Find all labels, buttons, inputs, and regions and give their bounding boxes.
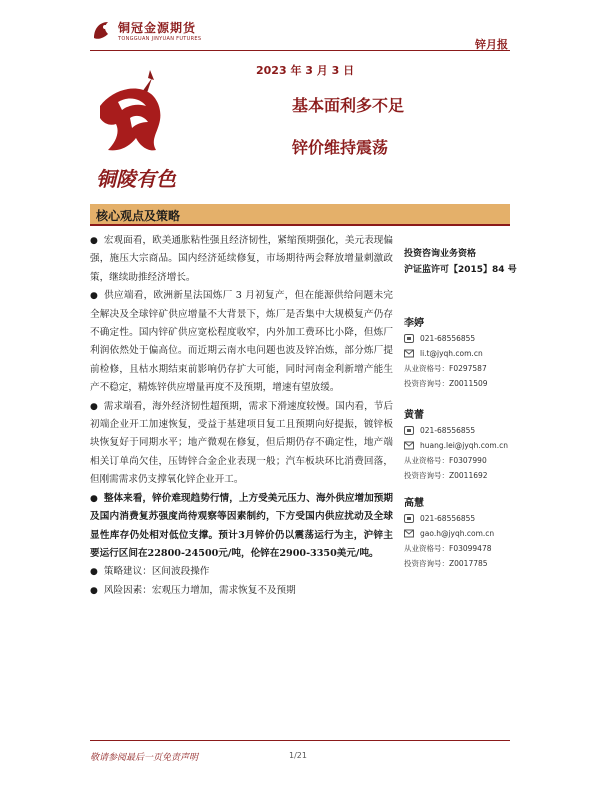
bullet-text: 需求端看，海外经济韧性超预期，需求下滑速度较慢。国内看，节后初端企业开工加速恢复，受益于基建项目复工且预期向好提振，镀锌板块恢复好于同期水平；地产微观在修复，但后期仍存不确定性，地产端相关订单尚欠佳，压铸锌合金企业表现一般；汽车板块环比消费回落，但刚需需求仍支撑氧化锌企业开工。 — [90, 400, 394, 486]
list-item — [90, 490, 393, 564]
analyst-email[interactable]: huang.lei@jyqh.com.cn — [420, 441, 508, 450]
bullet-text: 风险因素：宏观压力增加，需求恢复不及预期 — [103, 584, 296, 596]
list-item — [90, 563, 393, 581]
analyst-name: 黄蕾 — [404, 410, 424, 421]
analyst-practice-no: 从业资格号：F03099478 — [404, 544, 492, 553]
analyst-name: 高慧 — [404, 498, 424, 509]
company-name-cn: 铜冠金源期货 — [118, 20, 197, 35]
analyst-card — [404, 494, 494, 571]
analyst-advisory-no: 投资咨询号：Z0011692 — [404, 471, 488, 480]
analyst-sidebar — [404, 246, 520, 568]
analyst-practice-no: 从业资格号：F0307990 — [404, 456, 487, 465]
emblem-text: 铜陵有色 — [96, 167, 176, 191]
report-title-line2: 锌价维持震荡 — [292, 138, 389, 157]
email-icon — [404, 441, 414, 450]
analyst-email[interactable]: gao.h@jyqh.com.cn — [420, 529, 495, 538]
core-views-list — [90, 232, 393, 600]
report-title-line1: 基本面利多不足 — [292, 96, 405, 115]
analyst-name: 李婷 — [404, 318, 424, 329]
email-icon — [404, 529, 414, 538]
list-item — [90, 232, 393, 287]
report-type: 锌月报 — [475, 38, 508, 51]
bullet-icon: ● — [90, 493, 98, 504]
list-item — [90, 582, 393, 600]
email-icon — [404, 349, 414, 358]
list-item — [90, 398, 393, 490]
company-brand — [90, 18, 201, 42]
tongling-emblem-logo — [90, 66, 190, 196]
analyst-card — [404, 406, 508, 483]
phone-icon — [404, 426, 414, 435]
bullet-text: 整体来看，锌价难现趋势行情，上方受美元压力、海外供应增加预期及国内消费复苏强度尚待观察等因素制约，下方受国内供应扰动及全球显性库存仍处相对低位支撑。预计3月锌价仍以震荡运行为主，沪锌主要运行区间在22800-24500元/吨，伦锌在2900-3350美元/吨。 — [90, 492, 394, 559]
footer-disclaimer: 敬请参阅最后一页免责声明 — [90, 753, 199, 763]
header-divider — [90, 50, 510, 51]
page-number: 1/21 — [289, 751, 307, 760]
footer-divider — [90, 740, 510, 741]
bullet-text: 策略建议：区间波段操作 — [103, 566, 210, 578]
analyst-advisory-no: 投资咨询号：Z0017785 — [404, 559, 488, 568]
bullet-icon: ● — [90, 291, 99, 302]
company-logo-icon — [90, 18, 114, 42]
analyst-advisory-no: 投资咨询号：Z0011509 — [404, 379, 488, 388]
bullet-icon: ● — [90, 401, 98, 412]
bullet-text: 供应端看，欧洲新星法国炼厂 3 月初复产，但在能源供给问题未完全解决及全球锌矿供应增量不大背景下，炼厂是否集中大规模复产仍存不确定性。国内锌矿供应宽松程度收窄，内外加工费环比小降，但炼厂利润依然处于偏高位。而近期云南水电问题也波及锌冶炼，部分炼厂提前检修，且枯水期结束前影响仍存扩大可能，同时河南金利新增产能生产不稳定，精炼锌供应增量再度不及预期，增速有望放缓。 — [90, 290, 394, 394]
bullet-text: 宏观面看，欧美通胀粘性强且经济韧性，紧缩预期强化，美元表现偏强，施压大宗商品。国内经济延续修复，市场期待两会释放增量刺激政策，继续助推经济增长。 — [90, 235, 394, 283]
section-title: 核心观点及策略 — [96, 209, 181, 223]
bullet-icon: ● — [90, 236, 98, 246]
company-name-en: TONGGUAN JINYUAN FUTURES — [118, 35, 202, 42]
analyst-email[interactable]: li.t@jyqh.com.cn — [420, 349, 483, 358]
list-item — [90, 287, 393, 397]
qualification-title: 投资咨询业务资格 — [404, 249, 477, 259]
bullet-icon: ● — [90, 567, 98, 578]
analyst-practice-no: 从业资格号：F0297587 — [404, 364, 487, 373]
analyst-phone: 021-68556855 — [420, 426, 476, 435]
analyst-phone: 021-68556855 — [420, 514, 476, 523]
analyst-card — [404, 314, 488, 391]
phone-icon — [404, 334, 414, 343]
report-date: 2023 年 3 月 3 日 — [256, 64, 355, 77]
qualification-license: 沪证监许可【2015】84 号 — [404, 265, 517, 275]
analyst-phone: 021-68556855 — [420, 334, 476, 343]
bullet-icon: ● — [90, 585, 98, 596]
phone-icon — [404, 514, 414, 523]
